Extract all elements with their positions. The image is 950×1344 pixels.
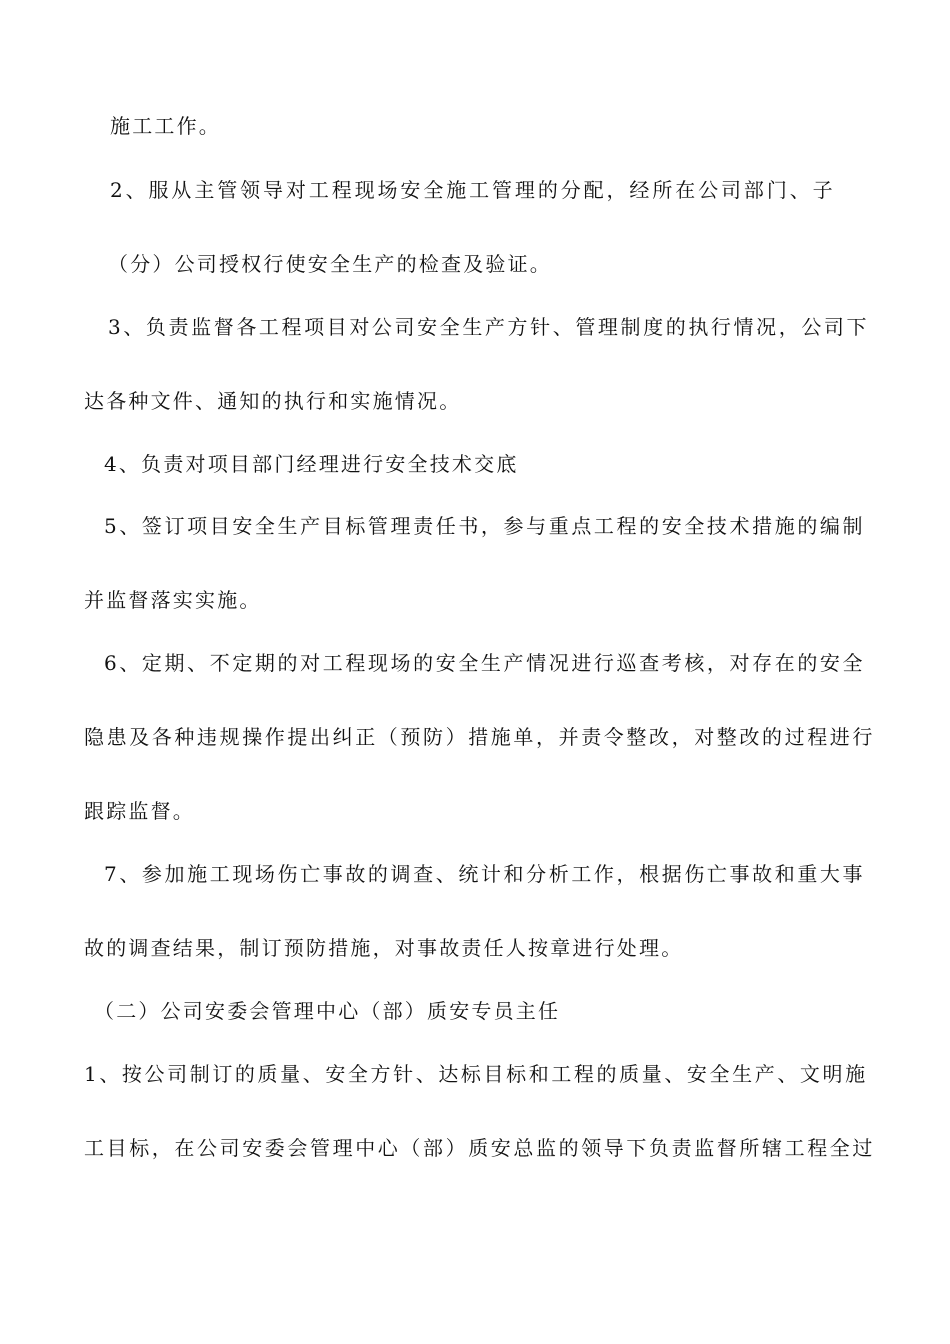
paragraph-line: 5、签订项目安全生产目标管理责任书，参与重点工程的安全技术措施的编制 — [104, 514, 866, 538]
paragraph-line: 6、定期、不定期的对工程现场的安全生产情况进行巡查考核，对存在的安全 — [104, 651, 866, 675]
paragraph-line: 隐患及各种违规操作提出纠正（预防）措施单，并责令整改，对整改的过程进行 — [84, 725, 875, 749]
paragraph-line: 7、参加施工现场伤亡事故的调查、统计和分析工作，根据伤亡事故和重大事 — [104, 862, 866, 886]
section-heading: （二）公司安委会管理中心（部）质安专员主任 — [94, 999, 561, 1023]
paragraph-line: 跟踪监督。 — [84, 799, 195, 823]
paragraph-line: 并监督落实实施。 — [84, 588, 262, 612]
paragraph-line: 4、负责对项目部门经理进行安全技术交底 — [104, 452, 519, 476]
paragraph-line: （分）公司授权行使安全生产的检查及验证。 — [108, 252, 552, 276]
paragraph-line: 3、负责监督各工程项目对公司安全生产方针、管理制度的执行情况，公司下 — [108, 315, 870, 339]
paragraph-line: 2、服从主管领导对工程现场安全施工管理的分配，经所在公司部门、子 — [110, 178, 836, 202]
paragraph-line: 达各种文件、通知的执行和实施情况。 — [84, 389, 462, 413]
paragraph-line: 施工工作。 — [110, 114, 221, 138]
paragraph-line: 1、按公司制订的质量、安全方针、达标目标和工程的质量、安全生产、文明施 — [84, 1062, 868, 1086]
paragraph-line: 工目标，在公司安委会管理中心（部）质安总监的领导下负责监督所辖工程全过 — [84, 1136, 875, 1160]
paragraph-line: 故的调查结果，制订预防措施，对事故责任人按章进行处理。 — [84, 936, 684, 960]
